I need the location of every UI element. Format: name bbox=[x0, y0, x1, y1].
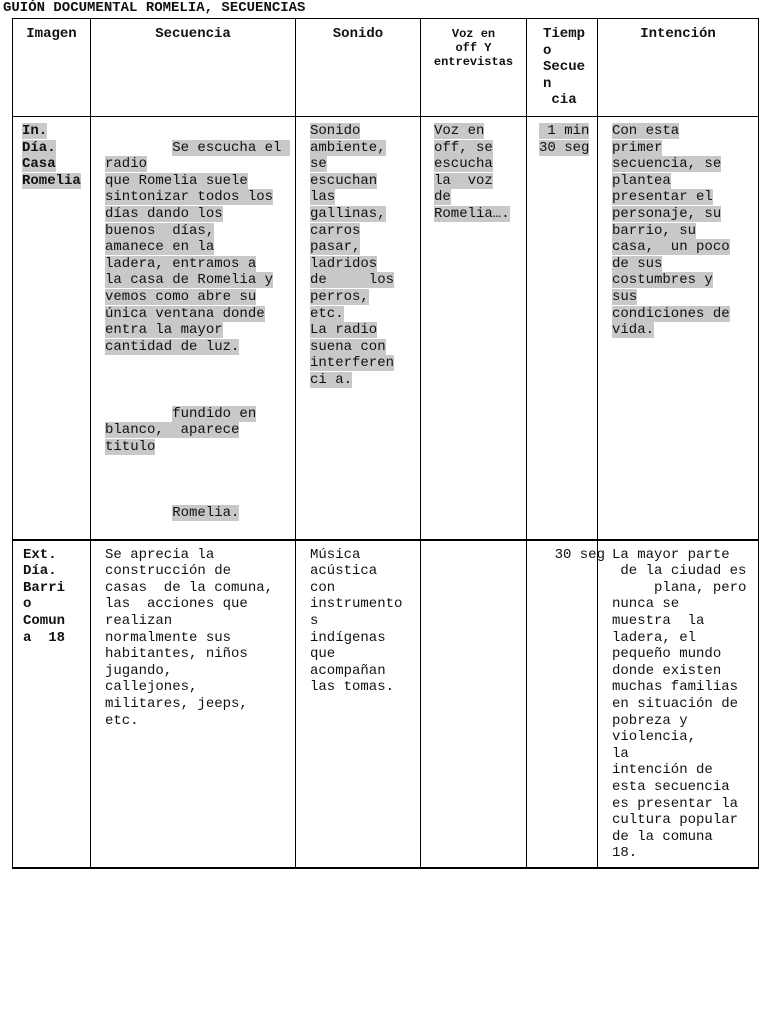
header-tiempo: Tiemp o Secue n cia bbox=[527, 19, 598, 117]
row2-sonido: Música acústica con instrumento s indígenas que acompañan las tomas. bbox=[310, 546, 403, 696]
row1-intencion: Con esta primer secuencia, se plantea presentar el personaje, su barrio, su casa, un poco de sus costumbres y sus condiciones de vida. bbox=[612, 123, 730, 339]
header-sonido: Sonido bbox=[296, 19, 421, 117]
table-row bbox=[13, 540, 759, 868]
row2-imagen: Ext. Día. Barri o Comun a 18 bbox=[23, 546, 66, 646]
row2-imagen-cell bbox=[13, 540, 91, 868]
row1-secuencia-p1: Se escucha el radio que Romelia suele sintonizar todos los días dando los buenos días, amanece en la ladera, entramos a la casa de Romelia y vemos como abre su única ventana donde entra la mayor cantidad de luz. bbox=[105, 140, 290, 355]
row2-secuencia-cell bbox=[91, 540, 296, 868]
row1-imagen-cell bbox=[13, 117, 91, 540]
row1-tiempo: 1 min 30 seg bbox=[539, 123, 590, 156]
row1-secuencia-cell bbox=[91, 117, 296, 540]
row1-voz: Voz en off, se escucha la voz de Romelia…. bbox=[434, 123, 510, 222]
header-secuencia: Secuencia bbox=[91, 19, 296, 117]
row2-voz-cell bbox=[421, 540, 527, 868]
row1-sonido-cell bbox=[296, 117, 421, 540]
header-row bbox=[13, 19, 759, 117]
document-title: GUIÓN DOCUMENTAL ROMELIA, SECUENCIAS bbox=[3, 0, 306, 16]
row2-voz bbox=[421, 541, 526, 547]
row2-tiempo-cell bbox=[527, 540, 605, 868]
row1-imagen: In. Día. Casa Romelia bbox=[22, 123, 81, 189]
row1-sonido: Sonido ambiente, se escuchan las gallinas, carros pasar, ladridos de los perros, etc. La radio suena con interferen ci a. bbox=[310, 123, 395, 388]
header-intencion: Intención bbox=[598, 19, 759, 117]
row1-voz-cell bbox=[421, 117, 527, 540]
row1-tiempo-cell bbox=[527, 117, 598, 540]
table-row bbox=[13, 117, 759, 540]
header-voz: Voz en off Y entrevistas bbox=[421, 19, 527, 117]
row2-intencion-cell bbox=[598, 540, 759, 868]
row2-sonido-cell bbox=[296, 540, 421, 868]
row2-intencion: La mayor parte de la ciudad es plana, pero nunca se muestra la ladera, el pequeño mundo donde existen muchas familias en situación de pobreza y violencia, la intención de esta secuencia es presentar la cultura popular de la comuna 18. bbox=[612, 546, 747, 862]
row2-secuencia: Se aprecia la construcción de casas de la comuna, las acciones que realizan normalmente sus habitantes, niños jugando, callejones, militares, jeeps, etc. bbox=[105, 546, 274, 729]
row1-intencion-cell bbox=[598, 117, 759, 540]
row1-secuencia-p2: fundido en blanco, aparece titulo bbox=[105, 405, 257, 455]
header-imagen: Imagen bbox=[13, 19, 91, 117]
row1-secuencia-p3: Romelia. bbox=[172, 505, 240, 522]
row2-tiempo: 30 seg bbox=[554, 546, 605, 563]
script-table bbox=[12, 18, 759, 869]
